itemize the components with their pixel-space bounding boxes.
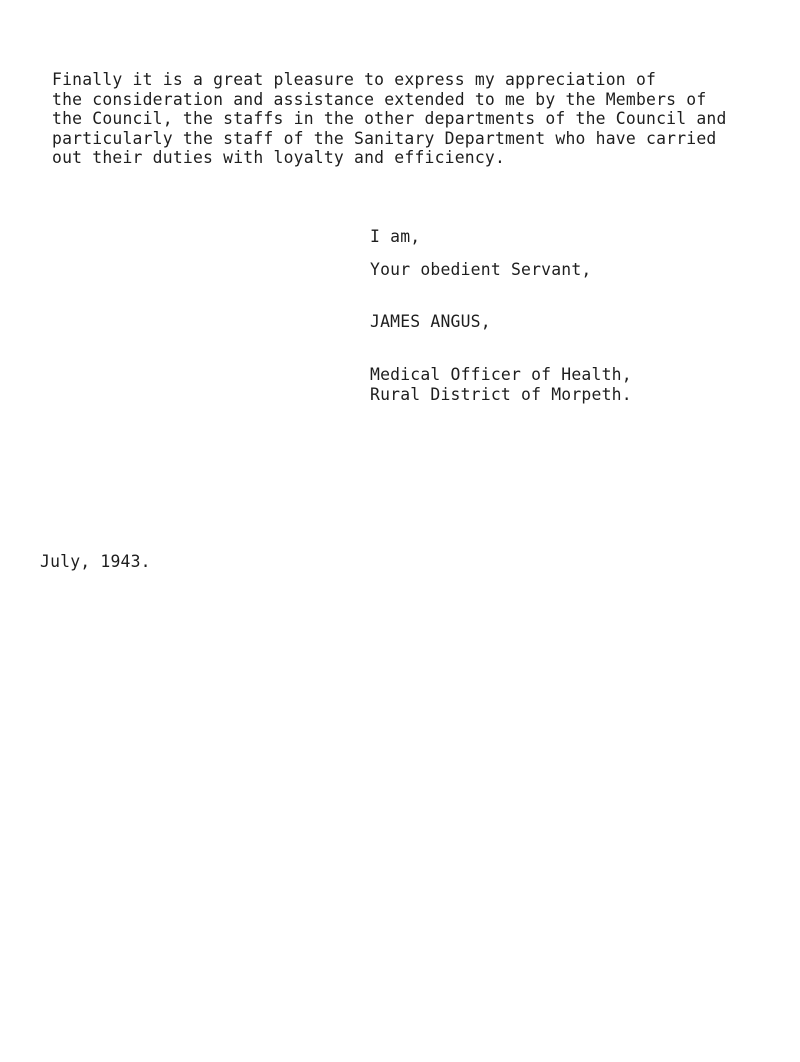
complimentary-close: Your obedient Servant, xyxy=(370,260,592,279)
letter-date: July, 1943. xyxy=(40,552,151,571)
signatory-title: Medical Officer of Health, xyxy=(370,365,632,384)
signatory-name: JAMES ANGUS, xyxy=(370,312,491,331)
paragraph-line: the Council, the staffs in the other departments of the Council and xyxy=(52,109,727,128)
closing-paragraph xyxy=(52,70,792,168)
paragraph-line: Finally it is a great pleasure to express my appreciation of xyxy=(52,70,657,89)
closing-salutation: I am, xyxy=(370,227,421,246)
signatory-district: Rural District of Morpeth. xyxy=(370,385,632,404)
paragraph-line: particularly the staff of the Sanitary Department who have carried xyxy=(52,128,717,148)
paragraph-line: the consideration and assistance extended to me by the Members of xyxy=(52,89,707,109)
paragraph-line: out their duties with loyalty and efficiency. xyxy=(52,148,506,167)
